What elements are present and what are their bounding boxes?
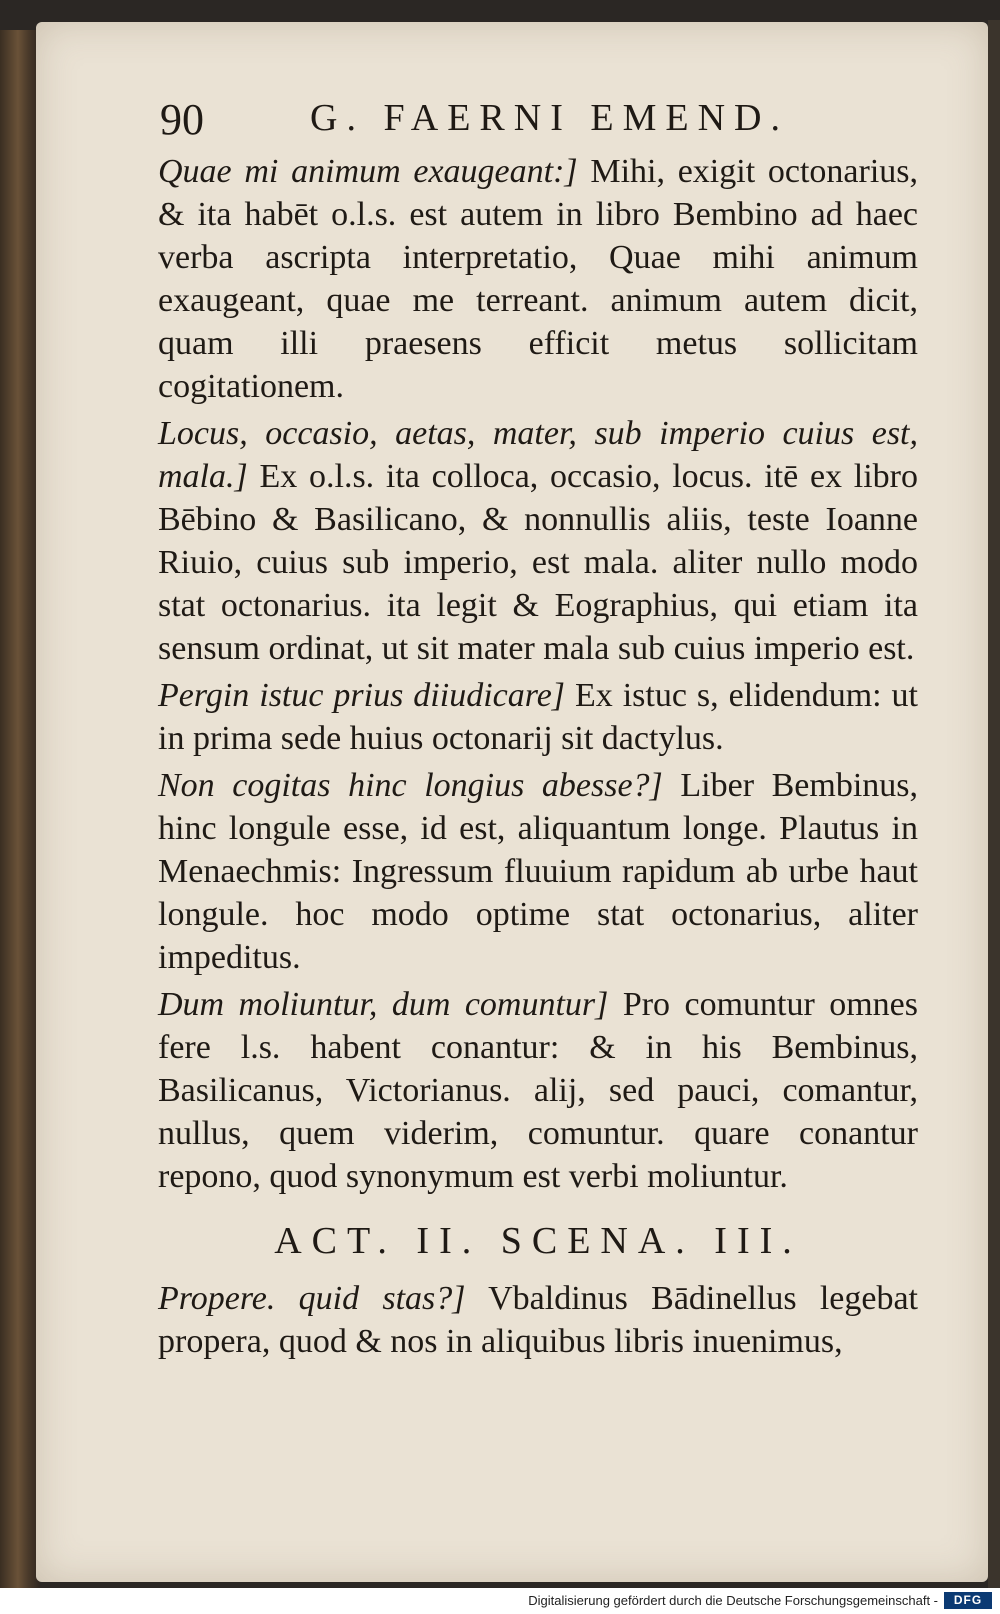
scene-heading: ACT. II. SCENA. III.	[274, 1220, 802, 1262]
commentary-paragraph	[158, 150, 918, 408]
book-right-edge	[988, 20, 1000, 1590]
commentary-paragraph	[158, 412, 918, 670]
commentary-body: Ex o.l.s. ita colloca, occasio, locus. itē ex libro Bēbino & Basilicano, & nonnullis aliis, teste Ioanne Riuio, cuius sub imperio, est mala. aliter nullo modo stat octonarius. ita legit & Eographius, qui etiam ita sensum ordinat, ut sit mater mala sub cuius imperio est.	[158, 458, 919, 667]
commentary-body: Ex istuc s, elidendum: ut in prima sede huius octonarij sit dactylus.	[158, 677, 918, 757]
commentary-body: Vbaldinus Bādinellus legebat propera, quod & nos in aliquibus libris inuenimus,	[158, 1280, 918, 1360]
lemma: Dum moliuntur, dum comuntur]	[158, 986, 609, 1023]
commentary-paragraph	[158, 983, 918, 1198]
footer-bar	[0, 1588, 1000, 1614]
lemma: Locus, occasio, aetas, mater, sub imperio cuius est, mala.]	[158, 415, 918, 495]
commentary-body: Liber Bembinus, hinc longule esse, id est, aliquantum longe. Plautus in Menaechmis: Ingressum fluuium rapidum ab urbe haut longule. hoc modo optime stat octonarius, aliter impeditus.	[158, 767, 918, 976]
commentary-body: Mihi, exigit octonarius, & ita habēt o.l.s. est autem in libro Bembino ad haec verba ascripta interpretatio, Quae mihi animum exaugeant, quae me terreant. animum autem dicit, quam illi praesens efficit metus sollicitam cogitationem.	[158, 153, 918, 405]
commentary-paragraph	[158, 674, 918, 760]
page-text	[158, 150, 918, 1367]
book-spine-edge	[0, 30, 40, 1590]
commentary-paragraph	[158, 1277, 918, 1363]
dfg-logo: DFG	[944, 1592, 992, 1609]
funding-notice: Digitalisierung gefördert durch die Deutsche Forschungsgemeinschaft -	[528, 1593, 938, 1608]
page-header	[160, 86, 940, 146]
running-head: G. FAERNI EMEND.	[310, 97, 789, 139]
lemma: Quae mi animum exaugeant:]	[158, 153, 578, 190]
lemma: Pergin istuc prius diiudicare]	[158, 677, 566, 714]
commentary-body: Pro comuntur omnes fere l.s. habent conantur: & in his Bembinus, Basilicanus, Victorianus. alij, sed pauci, comantur, nullus, quem viderim, comuntur. quare conantur repono, quod synonymum est verbi moliuntur.	[158, 986, 918, 1195]
lemma: Propere. quid stas?]	[158, 1280, 466, 1317]
page-number: 90	[160, 95, 204, 144]
lemma: Non cogitas hinc longius abesse?]	[158, 767, 663, 804]
commentary-paragraph	[158, 764, 918, 979]
